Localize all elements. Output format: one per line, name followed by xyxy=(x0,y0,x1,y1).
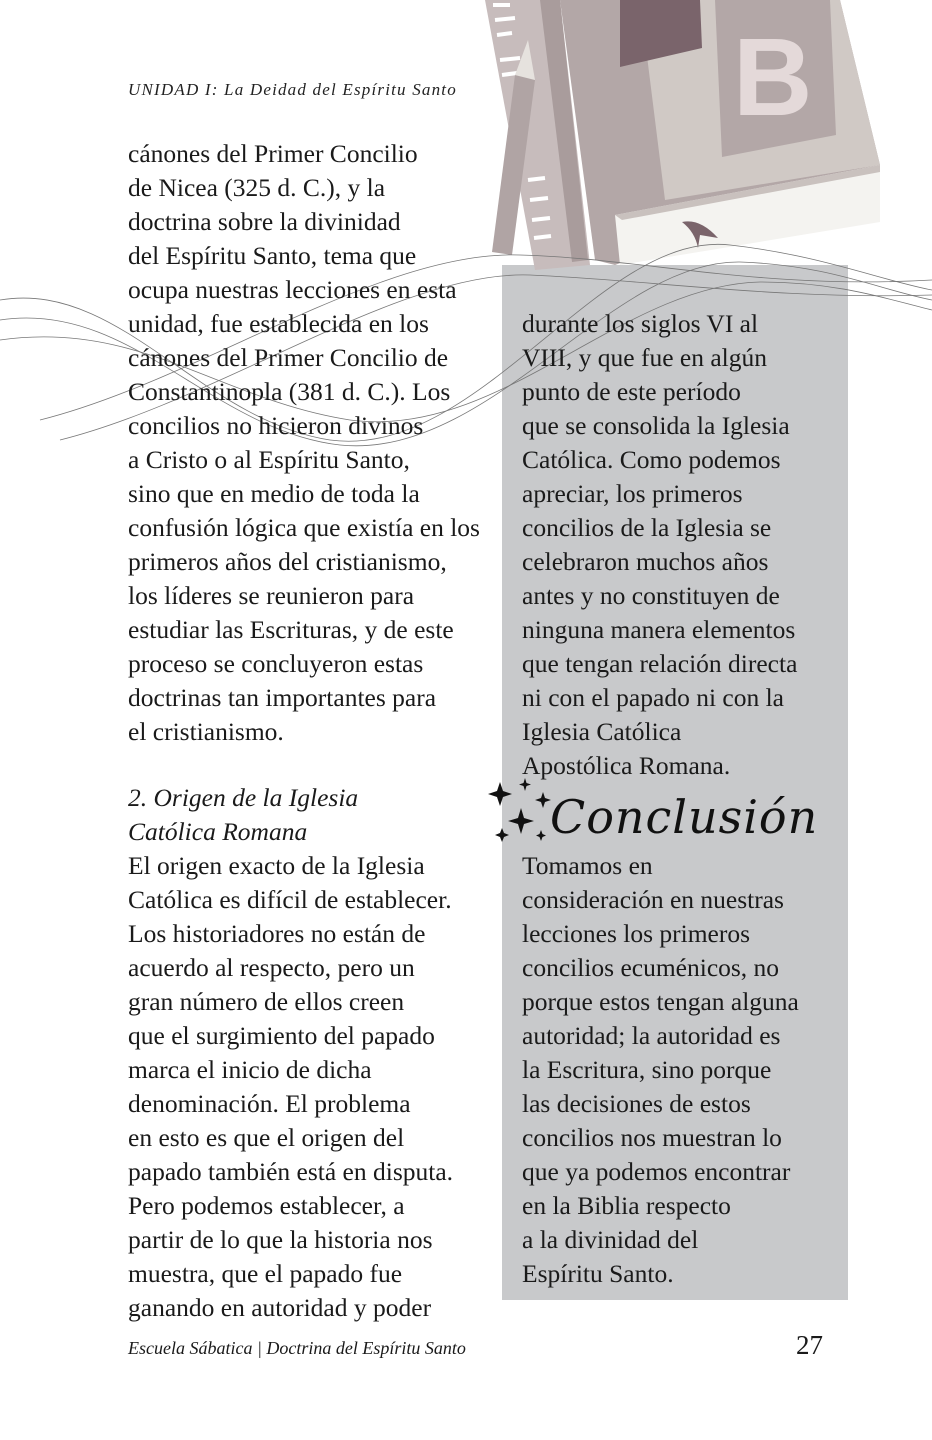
text-line: a la divinidad del xyxy=(522,1225,699,1254)
text-line: las decisiones de estos xyxy=(522,1089,751,1118)
text-line: en la Biblia respecto xyxy=(522,1191,731,1220)
text-line: los líderes se reunieron para xyxy=(128,581,415,610)
text-line: doctrinas tan importantes para xyxy=(128,683,437,712)
text-line: Católica. Como podemos xyxy=(522,445,781,474)
text-line: en esto es que el origen del xyxy=(128,1123,405,1152)
text-line: Católica es difícil de establecer. xyxy=(128,885,452,914)
text-line: la Escritura, sino porque xyxy=(522,1055,772,1084)
text-line: Pero podemos establecer, a xyxy=(128,1191,405,1220)
text-line: ni con el papado ni con la xyxy=(522,683,784,712)
text-line: ninguna manera elementos xyxy=(522,615,796,644)
text-line: el cristianismo. xyxy=(128,717,284,746)
text-line: cánones del Primer Concilio xyxy=(128,139,418,168)
text-line: autoridad; la autoridad es xyxy=(522,1021,781,1050)
left-paragraph xyxy=(128,137,480,749)
text-line: que tengan relación directa xyxy=(522,649,798,678)
text-line: unidad, fue establecida en los xyxy=(128,309,429,338)
right-paragraph xyxy=(522,307,797,783)
text-line: de Nicea (325 d. C.), y la xyxy=(128,173,386,202)
text-line: punto de este período xyxy=(522,377,741,406)
text-line: lecciones los primeros xyxy=(522,919,751,948)
text-line: acuerdo al respecto, pero un xyxy=(128,953,415,982)
text-line: celebraron muchos años xyxy=(522,547,769,576)
text-line: apreciar, los primeros xyxy=(522,479,743,508)
text-line: gran número de ellos creen xyxy=(128,987,405,1016)
text-line: papado también está en disputa. xyxy=(128,1157,454,1186)
text-line: porque estos tengan alguna xyxy=(522,987,799,1016)
text-line: del Espíritu Santo, tema que xyxy=(128,241,417,270)
text-line: doctrina sobre la divinidad xyxy=(128,207,401,236)
text-line: consideración en nuestras xyxy=(522,885,784,914)
text-line: a Cristo o al Espíritu Santo, xyxy=(128,445,410,474)
text-line: concilios nos muestran lo xyxy=(522,1123,782,1152)
text-line: Espíritu Santo. xyxy=(522,1259,674,1288)
text-line: sino que en medio de toda la xyxy=(128,479,420,508)
letter-b: B xyxy=(733,16,813,139)
section-heading: Católica Romana xyxy=(128,817,308,846)
text-line: que el surgimiento del papado xyxy=(128,1021,435,1050)
text-line: proceso se concluyeron estas xyxy=(128,649,424,678)
text-line: VIII, y que fue en algún xyxy=(522,343,767,372)
text-line: concilios de la Iglesia se xyxy=(522,513,772,542)
section-origen xyxy=(128,781,453,1325)
text-line: ganando en autoridad y poder xyxy=(128,1293,432,1322)
text-line: ocupa nuestras lecciones en esta xyxy=(128,275,457,304)
text-line: El origen exacto de la Iglesia xyxy=(128,851,425,880)
conclusion-paragraph xyxy=(522,849,799,1291)
text-line: que ya podemos encontrar xyxy=(522,1157,791,1186)
text-line: cánones del Primer Concilio de xyxy=(128,343,449,372)
text-line: primeros años del cristianismo, xyxy=(128,547,447,576)
text-line: denominación. El problema xyxy=(128,1089,411,1118)
running-footer: Escuela Sábatica | Doctrina del Espíritu Santo xyxy=(128,1338,466,1358)
book-icon xyxy=(560,0,880,265)
text-line: marca el inicio de dicha xyxy=(128,1055,372,1084)
text-line: partir de lo que la historia nos xyxy=(128,1225,433,1254)
text-line: que se consolida la Iglesia xyxy=(522,411,790,440)
text-line: muestra, que el papado fue xyxy=(128,1259,403,1288)
page-number: 27 xyxy=(796,1330,823,1360)
text-line: Iglesia Católica xyxy=(522,717,682,746)
text-line: concilios no hicieron divinos xyxy=(128,411,424,440)
sparkle-icon xyxy=(486,776,556,846)
text-line: Los historiadores no están de xyxy=(128,919,426,948)
text-line: estudiar las Escrituras, y de este xyxy=(128,615,454,644)
section-heading: 2. Origen de la Iglesia xyxy=(128,783,359,812)
text-line: confusión lógica que existía en los xyxy=(128,513,480,542)
text-line: Apostólica Romana. xyxy=(522,751,731,780)
text-line: Tomamos en xyxy=(522,851,653,880)
text-line: antes y no constituyen de xyxy=(522,581,780,610)
text-line: durante los siglos VI al xyxy=(522,309,759,338)
text-line: Constantinopla (381 d. C.). Los xyxy=(128,377,451,406)
text-line: concilios ecuménicos, no xyxy=(522,953,780,982)
running-header: UNIDAD I: La Deidad del Espíritu Santo xyxy=(128,80,457,99)
conclusion-heading: Conclusión xyxy=(550,790,819,844)
